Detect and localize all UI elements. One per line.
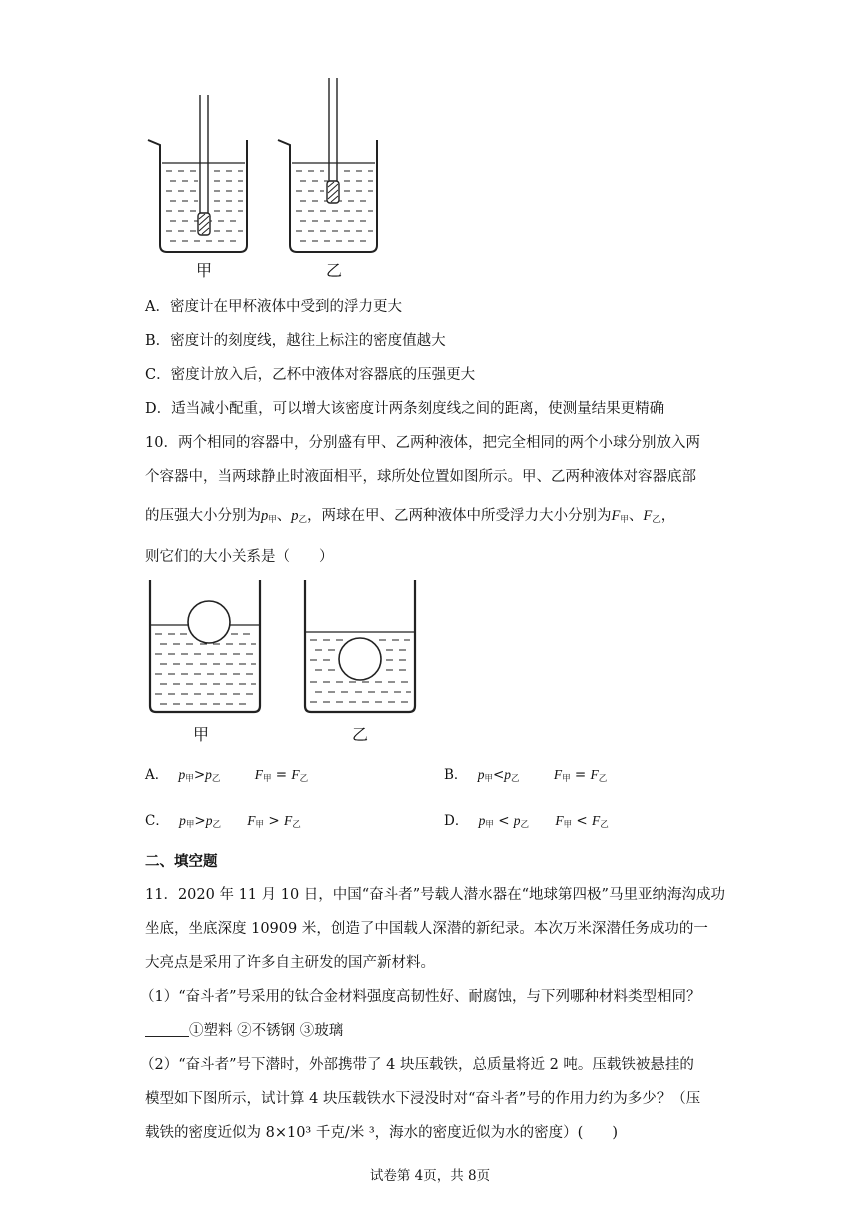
q10-option-c: C． $p_甲>p_乙$ $F_甲 > F_乙$	[145, 813, 301, 830]
answer-blank[interactable]	[145, 1022, 189, 1037]
beaker-jia-with-hydrometer	[140, 95, 260, 255]
q10-option-b: B． $p_甲<p_乙$ $F_甲 = F_乙$	[444, 767, 608, 784]
symbol-p: p	[178, 767, 186, 782]
container-jia-with-ball	[145, 578, 265, 718]
section-heading-fill-blank: 二、填空题	[145, 853, 218, 870]
separator: 、	[628, 508, 644, 524]
q10-line4: 则它们的大小关系是（ ）	[145, 549, 334, 565]
q11-sub2-line3: 载铁的密度近似为 8×10³ 千克/米 ³，海水的密度近似为水的密度）( )	[145, 1125, 618, 1141]
relation: =	[275, 767, 288, 783]
q11-sub2-line2: 模型如下图所示，试计算 4 块压载铁水下浸没时对“奋斗者”号的作用力约为多少？（压	[145, 1091, 701, 1107]
symbol-f: F	[254, 767, 263, 782]
q11-sub1-answer-line	[145, 1020, 343, 1042]
q10-line3-part-a: 的压强大小分别为	[145, 508, 261, 524]
comma: ，	[660, 508, 676, 524]
figure1-label-yi: 乙	[326, 261, 343, 280]
q11-line1: 11．2020 年 11 月 10 日，中国“奋斗者”号载人潜水器在“地球第四极”马里亚纳海沟成功	[145, 887, 725, 903]
q11-line2: 坐底，坐底深度 10909 米，创造了中国载人深潜的新纪录。本次万米深潜任务成功的一	[145, 921, 708, 937]
beaker-yi-with-hydrometer	[270, 78, 390, 255]
separator: 、	[276, 508, 292, 524]
sub-jia: 甲	[268, 515, 277, 525]
q10-line3-part-b: ，两球在甲、乙两种液体中所受浮力大小分别为	[307, 508, 612, 524]
relation: >	[193, 767, 206, 783]
figure2-label-jia: 甲	[193, 725, 210, 744]
q9-option-b: B．密度计的刻度线，越往上标注的密度值越大	[145, 333, 446, 349]
symbol-f: F	[611, 508, 621, 524]
q11-sub1-choices: ①塑料 ②不锈钢 ③玻璃	[189, 1023, 344, 1039]
sub-jia: 甲	[620, 515, 629, 525]
q10-line1: 10．两个相同的容器中，分别盛有甲、乙两种液体，把完全相同的两个小球分别放入两	[145, 435, 700, 451]
q11-line3: 大亮点是采用了许多自主研发的国产新材料。	[145, 955, 435, 971]
q11-sub1: （1）“奋斗者”号采用的钛合金材料强度高韧性好、耐腐蚀，与下列哪种材料类型相同？	[140, 989, 701, 1005]
q10-option-d: D． $p_甲 < p_乙$ $F_甲 < F_乙$	[444, 813, 609, 830]
page-footer: 试卷第 4页，共 8页	[369, 1168, 491, 1184]
q9-option-a: A．密度计在甲杯液体中受到的浮力更大	[145, 299, 402, 315]
q10-option-a: A． $p_甲>p_乙$ $F_甲 = F_乙$	[145, 767, 309, 784]
q9-option-c: C．密度计放入后，乙杯中液体对容器底的压强更大	[145, 367, 476, 383]
q10-line2: 个容器中，当两球静止时液面相平，球所处位置如图所示。甲、乙两种液体对容器底部	[145, 469, 696, 485]
sub-yi: 乙	[652, 515, 661, 525]
symbol-f: F	[643, 508, 653, 524]
q10-line3	[145, 505, 675, 531]
container-yi-with-ball	[300, 578, 420, 718]
figure2-label-yi: 乙	[352, 725, 369, 744]
symbol-p: p	[291, 508, 299, 524]
q11-sub2-line1: （2）“奋斗者”号下潜时，外部携带了 4 块压载铁，总质量将近 2 吨。压载铁被悬挂的	[140, 1057, 694, 1073]
symbol-p: p	[261, 508, 269, 524]
sub-yi: 乙	[298, 515, 308, 525]
q9-option-d: D．适当减小配重，可以增大该密度计两条刻度线之间的距离，使测量结果更精确	[145, 401, 665, 417]
figure1-label-jia: 甲	[196, 261, 213, 280]
